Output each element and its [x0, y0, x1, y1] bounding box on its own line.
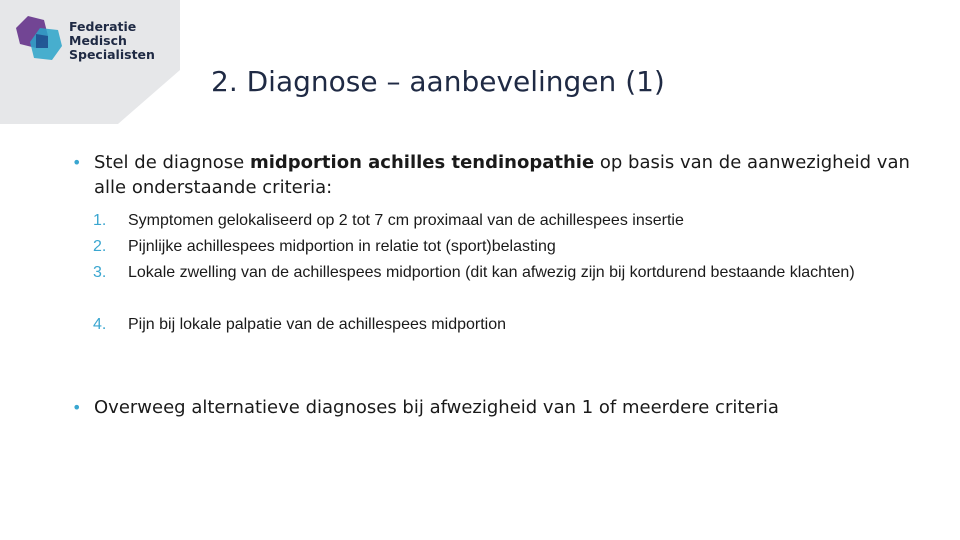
bullet-dot-icon: •: [72, 153, 82, 172]
criteria-number: 3.: [93, 264, 107, 281]
logo-line-2: Medisch: [69, 33, 127, 48]
criteria-number: 1.: [93, 212, 107, 229]
bullet-text-post: op basis van de aanwezigheid van alle onderstaande criteria:: [94, 152, 910, 198]
federatie-logo-icon: [14, 14, 66, 66]
bullet-dot-icon: •: [72, 398, 82, 417]
criteria-text: Symptomen gelokaliseerd op 2 tot 7 cm proximaal van de achillespees insertie: [128, 212, 684, 229]
logo-line-3: Specialisten: [69, 47, 155, 62]
slide-title: 2. Diagnose – aanbevelingen (1): [211, 65, 665, 98]
logo-wordmark: [69, 20, 155, 62]
criteria-number: 4.: [93, 316, 107, 333]
criteria-text: Pijn bij lokale palpatie van de achillespees midportion: [128, 316, 507, 333]
bullet-text: [94, 150, 914, 200]
bullet-text: Overweeg alternatieve diagnoses bij afwezigheid van 1 of meerdere criteria: [94, 397, 779, 418]
criteria-item-3: [93, 260, 913, 312]
criteria-number: 2.: [93, 238, 107, 255]
criteria-list: [93, 208, 913, 338]
logo-line-1: Federatie: [69, 19, 137, 34]
criteria-item-1: [93, 208, 913, 234]
criteria-item-4: [93, 312, 913, 338]
criteria-text: Pijnlijke achillespees midportion in relatie tot (sport)belasting: [128, 238, 556, 255]
criteria-text: Lokale zwelling van de achillespees midportion (dit kan afwezig zijn bij kortdurend bestaande klachten): [128, 264, 855, 281]
bullet-text-pre: Stel de diagnose: [94, 152, 250, 173]
bullet-text-bold: midportion achilles tendinopathie: [249, 152, 595, 173]
criteria-item-2: [93, 234, 913, 260]
